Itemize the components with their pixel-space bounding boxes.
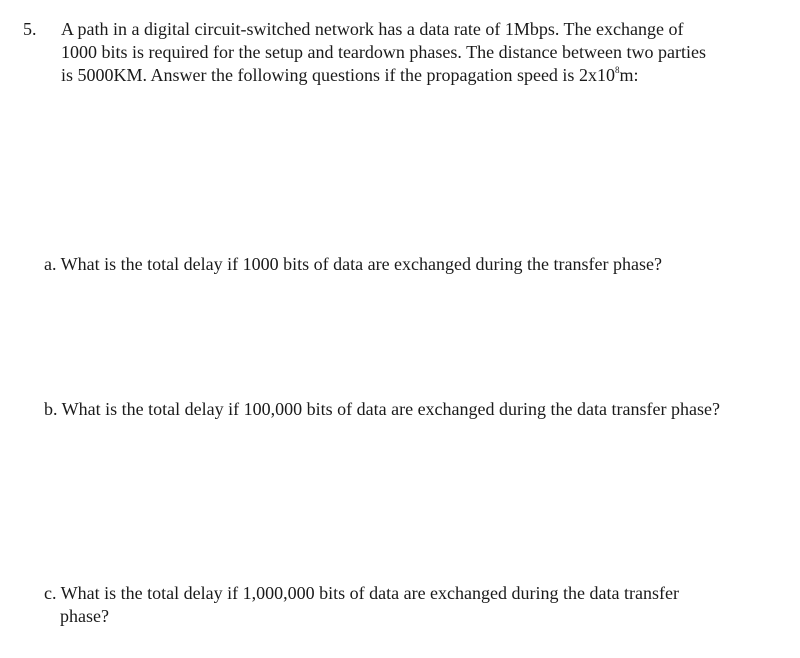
question-stem-line: A path in a digital circuit-switched network has a data rate of 1Mbps. The exchange of xyxy=(61,19,684,39)
sub-question-c-text-continued: phase? xyxy=(60,606,109,626)
propagation-speed-exponent: 8 xyxy=(614,65,620,75)
question-stem-tail: m: xyxy=(619,65,639,85)
question-number: 5. xyxy=(23,19,37,39)
question-stem-line-text: is 5000KM. Answer the following questions if the propagation speed is 2x10 xyxy=(61,65,615,85)
question-stem xyxy=(61,18,781,87)
sub-question-b xyxy=(44,398,784,421)
sub-question-c xyxy=(44,582,784,628)
question-stem-line: 1000 bits is required for the setup and teardown phases. The distance between two parties xyxy=(61,42,706,62)
sub-question-a xyxy=(44,253,784,276)
sub-question-a-text: a. What is the total delay if 1000 bits of data are exchanged during the transfer phase? xyxy=(44,254,662,274)
question-stem-line xyxy=(61,64,781,87)
sub-question-c-text: c. What is the total delay if 1,000,000 bits of data are exchanged during the data transfer xyxy=(44,583,679,603)
sub-question-b-text: b. What is the total delay if 100,000 bits of data are exchanged during the data transfer phase? xyxy=(44,399,720,419)
